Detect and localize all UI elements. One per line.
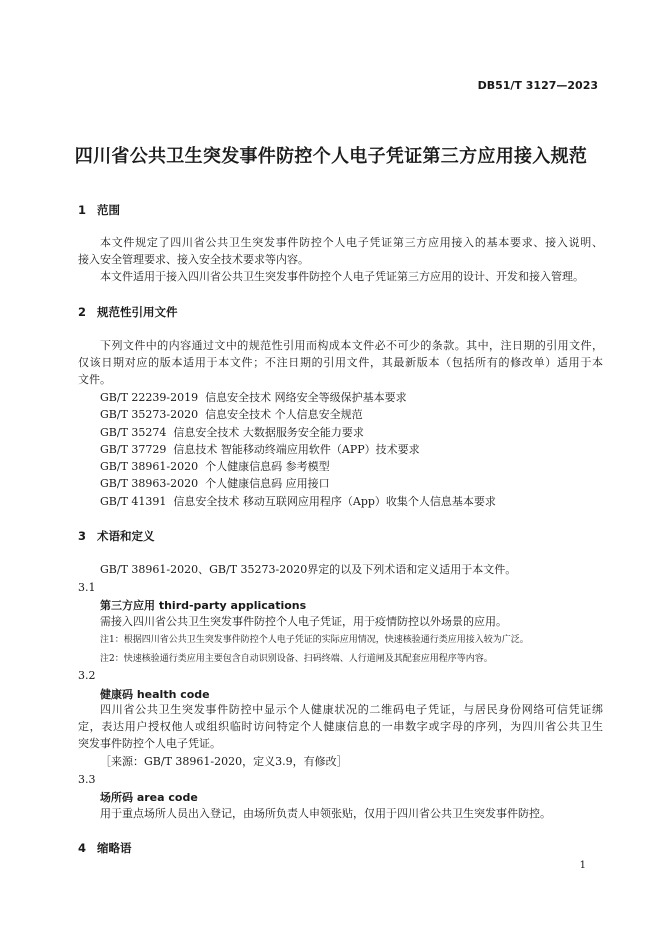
reference-code: GB/T 22239-2019	[100, 391, 199, 404]
document-title: 四川省公共卫生突发事件防控个人电子凭证第三方应用接入规范	[74, 146, 588, 167]
term-definition-line-2: 定，表达用户授权他人或组织临时访问特定个人健康信息的一串数字或字母的序列，为四川省公共卫生	[78, 720, 603, 733]
reference-code: GB/T 38961-2020	[100, 460, 199, 473]
term-number: 3.1	[78, 581, 96, 594]
reference-code: GB/T 35273-2020	[100, 408, 199, 421]
section-2-heading	[78, 304, 178, 320]
term-definition: 用于重点场所人员出入登记，由场所负责人申领张贴，仅用于四川省公共卫生突发事件防控。	[100, 807, 551, 820]
section-title: 范围	[97, 203, 120, 217]
scope-paragraph-2: 本文件适用于接入四川省公共卫生突发事件防控个人电子凭证第三方应用的设计、开发和接入管理。	[100, 270, 584, 283]
reference-title: 信息安全技术 大数据服务安全能力要求	[173, 426, 364, 439]
section-1-heading	[78, 202, 120, 218]
term-number: 3.3	[78, 773, 96, 786]
scope-paragraph-1-line-1: 本文件规定了四川省公共卫生突发事件防控个人电子凭证第三方应用接入的基本要求、接入说明、	[100, 236, 603, 249]
section-3-heading	[78, 528, 155, 544]
standard-number: DB51/T 3127—2023	[477, 79, 598, 92]
normative-intro-line-1: 下列文件中的内容通过文中的规范性引用而构成本文件必不可少的条款。其中，注日期的引用文件，	[100, 339, 603, 352]
section-title: 规范性引用文件	[97, 305, 178, 319]
term-definition-line-3: 突发事件防控个人电子凭证。	[78, 737, 221, 750]
reference-title: 信息技术 智能移动终端应用软件（APP）技术要求	[173, 443, 420, 456]
reference-title: 信息安全技术 个人信息安全规范	[205, 408, 363, 421]
term-note-1: 注1：根据四川省公共卫生突发事件防控个人电子凭证的实际应用情况，快速核验通行类应用接入较为广泛。	[100, 635, 529, 645]
normative-intro-line-2: 仅该日期对应的版本适用于本文件；不注日期的引用文件，其最新版本（包括所有的修改单）适用于本	[78, 356, 603, 369]
reference-item	[100, 406, 363, 422]
reference-title: 个人健康信息码 应用接口	[205, 477, 330, 490]
reference-code: GB/T 41391	[100, 495, 167, 508]
section-number: 3	[78, 529, 87, 543]
normative-intro-line-3: 文件。	[78, 373, 111, 386]
reference-item	[100, 475, 330, 491]
term-definition-line-1: 四川省公共卫生突发事件防控中显示个人健康状况的二维码电子凭证，与居民身份网络可信凭证绑	[100, 703, 603, 716]
reference-code: GB/T 37729	[100, 443, 167, 456]
section-number: 1	[78, 203, 87, 217]
reference-code: GB/T 38963-2020	[100, 477, 199, 490]
page-number: 1	[579, 860, 586, 871]
terms-intro: GB/T 38961-2020、GB/T 35273-2020界定的以及下列术语和定义适用于本文件。	[100, 563, 517, 576]
section-title: 缩略语	[97, 841, 132, 855]
reference-item	[100, 458, 330, 474]
section-4-heading	[78, 840, 132, 856]
reference-item	[100, 389, 407, 405]
section-number: 2	[78, 305, 87, 319]
term-source: ［来源：GB/T 38961-2020，定义3.9，有修改］	[100, 755, 348, 768]
reference-code: GB/T 35274	[100, 426, 167, 439]
term-note-2: 注2：快速核验通行类应用主要包含自动识别设备、扫码终端、人行道闸及其配套应用程序等内容。	[100, 654, 493, 664]
reference-title: 信息安全技术 网络安全等级保护基本要求	[205, 391, 407, 404]
section-number: 4	[78, 841, 87, 855]
term-title: 第三方应用 third-party applications	[100, 599, 307, 612]
reference-item	[100, 424, 364, 440]
scope-paragraph-1-line-2: 接入安全管理要求、接入安全技术要求等内容。	[78, 253, 309, 266]
reference-item	[100, 441, 420, 457]
term-title: 健康码 health code	[100, 688, 210, 701]
section-title: 术语和定义	[97, 529, 155, 543]
reference-title: 个人健康信息码 参考模型	[205, 460, 330, 473]
term-title: 场所码 area code	[100, 791, 198, 804]
term-definition: 需接入四川省公共卫生突发事件防控个人电子凭证，用于疫情防控以外场景的应用。	[100, 615, 507, 628]
reference-title: 信息安全技术 移动互联网应用程序（App）收集个人信息基本要求	[173, 495, 496, 508]
term-number: 3.2	[78, 669, 96, 682]
reference-item	[100, 493, 496, 509]
